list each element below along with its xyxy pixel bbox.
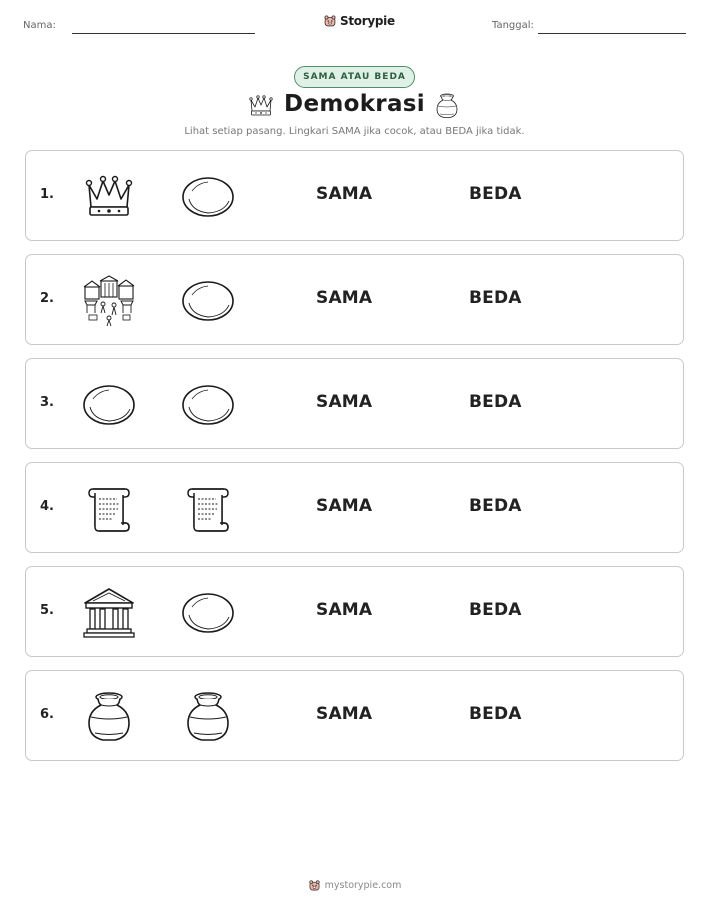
same-option[interactable]: SAMA xyxy=(316,392,373,412)
same-option[interactable]: SAMA xyxy=(316,704,373,724)
same-option[interactable]: SAMA xyxy=(316,184,373,204)
row-number: 5. xyxy=(40,603,54,618)
pair-row xyxy=(25,150,684,241)
page-title: Demokrasi xyxy=(284,91,425,117)
scroll-icon xyxy=(180,481,236,537)
pebble-icon xyxy=(180,585,236,641)
instructions: Lihat setiap pasang. Lingkari SAMA jika cocok, atau BEDA jika tidak. xyxy=(184,126,525,137)
same-option[interactable]: SAMA xyxy=(316,288,373,308)
brand-logo xyxy=(323,14,395,28)
row-number: 4. xyxy=(40,499,54,514)
pair-row xyxy=(25,566,684,657)
pebble-icon xyxy=(180,169,236,225)
pair-row xyxy=(25,670,684,761)
row-number: 6. xyxy=(40,707,54,722)
crown-icon xyxy=(81,169,137,225)
pebble-icon xyxy=(81,377,137,433)
footer-url: mystorypie.com xyxy=(324,880,402,891)
mascot-icon xyxy=(308,879,321,892)
different-option[interactable]: BEDA xyxy=(469,704,522,724)
pot-icon xyxy=(81,689,137,745)
row-number: 2. xyxy=(40,291,54,306)
scroll-icon xyxy=(81,481,137,537)
different-option[interactable]: BEDA xyxy=(469,184,522,204)
activity-badge: SAMA ATAU BEDA xyxy=(294,66,415,88)
date-label: Tanggal: xyxy=(492,20,534,31)
pot-icon xyxy=(180,689,236,745)
brand-name: Storypie xyxy=(340,14,395,28)
pair-row xyxy=(25,358,684,449)
different-option[interactable]: BEDA xyxy=(469,600,522,620)
different-option[interactable]: BEDA xyxy=(469,288,522,308)
same-option[interactable]: SAMA xyxy=(316,496,373,516)
mascot-icon xyxy=(323,14,337,28)
pair-row xyxy=(25,462,684,553)
pebble-icon xyxy=(180,377,236,433)
marketplace-icon xyxy=(81,273,137,329)
pair-row xyxy=(25,254,684,345)
pot-icon xyxy=(433,92,461,120)
name-label: Nama: xyxy=(23,20,56,31)
name-line[interactable] xyxy=(72,33,255,34)
temple-icon xyxy=(81,585,137,641)
row-number: 1. xyxy=(40,187,54,202)
row-number: 3. xyxy=(40,395,54,410)
different-option[interactable]: BEDA xyxy=(469,392,522,412)
same-option[interactable]: SAMA xyxy=(316,600,373,620)
footer xyxy=(0,879,709,892)
pebble-icon xyxy=(180,273,236,329)
different-option[interactable]: BEDA xyxy=(469,496,522,516)
date-line[interactable] xyxy=(538,33,686,34)
